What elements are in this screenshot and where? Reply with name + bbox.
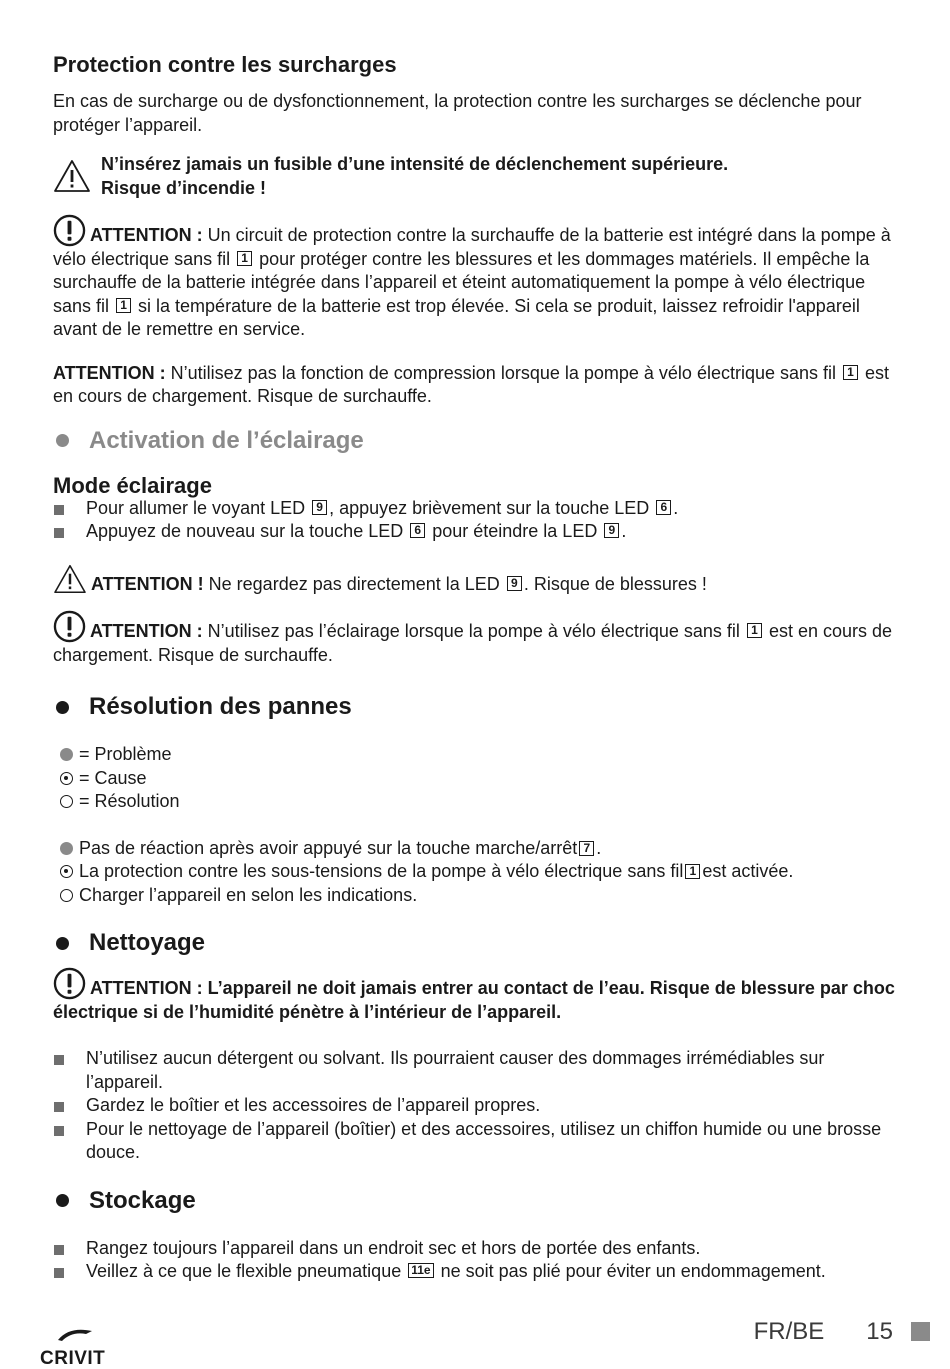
heading-text: Résolution des pannes [89, 693, 352, 720]
cause-text: La protection contre les sous-tensions de la pompe à vélo électrique sans fil [79, 861, 684, 881]
page-footer [754, 1320, 930, 1344]
attention-text: si la température de la batterie est trop élevée. Si cela se produit, laissez refroidir l'appareil avant de le remettre en service. [53, 295, 860, 339]
heading-text: Stockage [89, 1186, 196, 1214]
warning-triangle-icon [53, 159, 91, 193]
attention-text: pour protéger contre les blessures et les dommages matériels. Il empêche la surchauffe de la batterie intégrée dans l’appareil et éteint automatiquement la pompe à vélo électrique sans fil [53, 248, 870, 316]
legend-text: = Cause [79, 767, 147, 788]
attention-label: ATTENTION : [53, 362, 166, 383]
attention-led [53, 564, 901, 597]
item-text: Pour allumer le voyant LED [86, 497, 311, 518]
attention-text: . Risque de blessures ! [523, 573, 707, 594]
overload-intro: En cas de surcharge ou de dysfonctionnement, la protection contre les surcharges se déclenche pour protéger l’appareil. [53, 91, 862, 135]
cause-text: est activée. [702, 861, 794, 881]
ref-badge: 1 [747, 623, 762, 638]
attention-compression [53, 362, 901, 409]
ref-badge: 1 [685, 864, 700, 879]
problem-text: . [596, 837, 602, 858]
problem-symbol-icon [60, 842, 73, 855]
attention-water [53, 967, 901, 1024]
list-item [53, 520, 901, 544]
attention-text: est en cours de chargement. Risque de surchauffe. [53, 621, 893, 665]
ref-badge: 6 [656, 500, 671, 515]
ref-badge: 1 [237, 251, 252, 266]
fuse-warning-line2: Risque d’incendie ! [101, 177, 267, 198]
solution-text: Charger l’appareil en selon les indications. [79, 884, 418, 905]
attention-lighting-charging [53, 610, 901, 667]
list-item: Gardez le boîtier et les accessoires de l’appareil propres. [53, 1094, 901, 1118]
section-heading-storage [53, 1185, 901, 1217]
attention-text: Ne regardez pas directement la LED [203, 573, 505, 594]
item-text: Appuyez de nouveau sur la touche LED [86, 521, 409, 541]
list-item [53, 1260, 901, 1284]
item-text: . [673, 497, 679, 518]
problem-symbol-icon [60, 748, 73, 761]
cause-symbol-icon [60, 865, 73, 878]
attention-text: N’utilisez pas la fonction de compression lorsque la pompe à vélo électrique sans fil [165, 362, 842, 383]
section-heading-cleaning [53, 927, 901, 959]
heading-text: Activation de l’éclairage [89, 426, 364, 454]
language-code: FR/BE [753, 1318, 825, 1345]
solution-symbol-icon [60, 795, 73, 808]
fuse-warning [53, 153, 901, 200]
legend [53, 743, 901, 814]
bullet-dot [56, 701, 69, 714]
attention-label: ATTENTION ! [91, 573, 204, 594]
ref-badge: 11e [408, 1263, 433, 1278]
problem-row [53, 837, 901, 861]
bullet-dot [56, 434, 69, 447]
item-text: Veillez à ce que le flexible pneumatique [86, 1261, 407, 1281]
warning-triangle-icon [53, 564, 87, 594]
cleaning-list [53, 1047, 901, 1165]
item-text: , appuyez brièvement sur la touche LED [329, 497, 655, 518]
crivit-logo-icon [56, 1328, 96, 1342]
attention-exclamation-icon [53, 610, 86, 643]
legend-cause [53, 767, 901, 791]
list-item: N’utilisez aucun détergent ou solvant. Ils pourraient causer des dommages irrémédiables sur l’appareil. [53, 1047, 901, 1094]
item-text: pour éteindre la LED [427, 521, 603, 541]
ref-badge: 9 [507, 576, 522, 591]
brand-wordmark: CRIVIT [40, 1347, 106, 1369]
bullet-dot [56, 1194, 69, 1207]
storage-list [53, 1237, 901, 1284]
solution-row [53, 884, 901, 908]
ref-badge: 9 [604, 523, 619, 538]
attention-label: ATTENTION : [90, 225, 203, 245]
attention-exclamation-icon [53, 214, 86, 247]
list-item: Pour le nettoyage de l’appareil (boîtier) et des accessoires, utilisez un chiffon humide ou une brosse douce. [53, 1118, 901, 1165]
heading-text: Nettoyage [89, 929, 206, 956]
fuse-warning-line1: N’insérez jamais un fusible d’une intensité de déclenchement supérieure. [101, 154, 729, 174]
section-heading-lighting [53, 425, 901, 457]
list-item: Rangez toujours l’appareil dans un endroit sec et hors de portée des enfants. [53, 1237, 901, 1261]
ref-badge: 7 [579, 841, 594, 856]
ref-badge: 9 [312, 500, 327, 515]
ref-badge: 1 [116, 298, 131, 313]
attention-text: ATTENTION : L’appareil ne doit jamais entrer au contact de l’eau. Risque de blessure par choc électrique si de l’humidité pénètre à l’intérieur de l’appareil. [53, 978, 895, 1022]
brand-logo [40, 1325, 110, 1369]
legend-text: = Résolution [79, 791, 180, 811]
attention-text: est en cours de chargement. Risque de surchauffe. [53, 362, 890, 406]
legend-text: = Problème [79, 744, 172, 764]
section-title-overload: Protection contre les surcharges [53, 52, 397, 77]
attention-label: ATTENTION : [90, 621, 203, 641]
attention-exclamation-icon [53, 967, 86, 1000]
attention-text: N’utilisez pas l’éclairage lorsque la pompe à vélo électrique sans fil [202, 621, 745, 641]
ref-badge: 6 [410, 523, 425, 538]
troubleshooting-entry [53, 837, 901, 908]
page-content [53, 50, 901, 1284]
ref-badge: 1 [843, 365, 858, 380]
legend-solution [53, 790, 901, 814]
item-text: ne soit pas plié pour éviter un endommagement. [435, 1261, 826, 1281]
problem-text: Pas de réaction après avoir appuyé sur la touche marche/arrêt [79, 837, 578, 858]
subheading-lighting-mode: Mode éclairage [53, 472, 212, 498]
attention-overheat [53, 214, 901, 342]
page-marker-square [911, 1322, 930, 1341]
bullet-dot [56, 937, 69, 950]
lighting-list [53, 497, 901, 544]
list-item [53, 497, 901, 521]
cause-symbol-icon [60, 772, 73, 785]
item-text: . [621, 521, 627, 541]
attention-text: Un circuit de protection contre la surchauffe de la batterie est intégré dans la pompe à vélo électrique sans fil [53, 225, 891, 269]
section-heading-troubleshooting [53, 691, 901, 723]
cause-row [53, 860, 901, 884]
solution-symbol-icon [60, 889, 73, 902]
page-number: 15 [866, 1318, 893, 1345]
legend-problem [53, 743, 901, 767]
